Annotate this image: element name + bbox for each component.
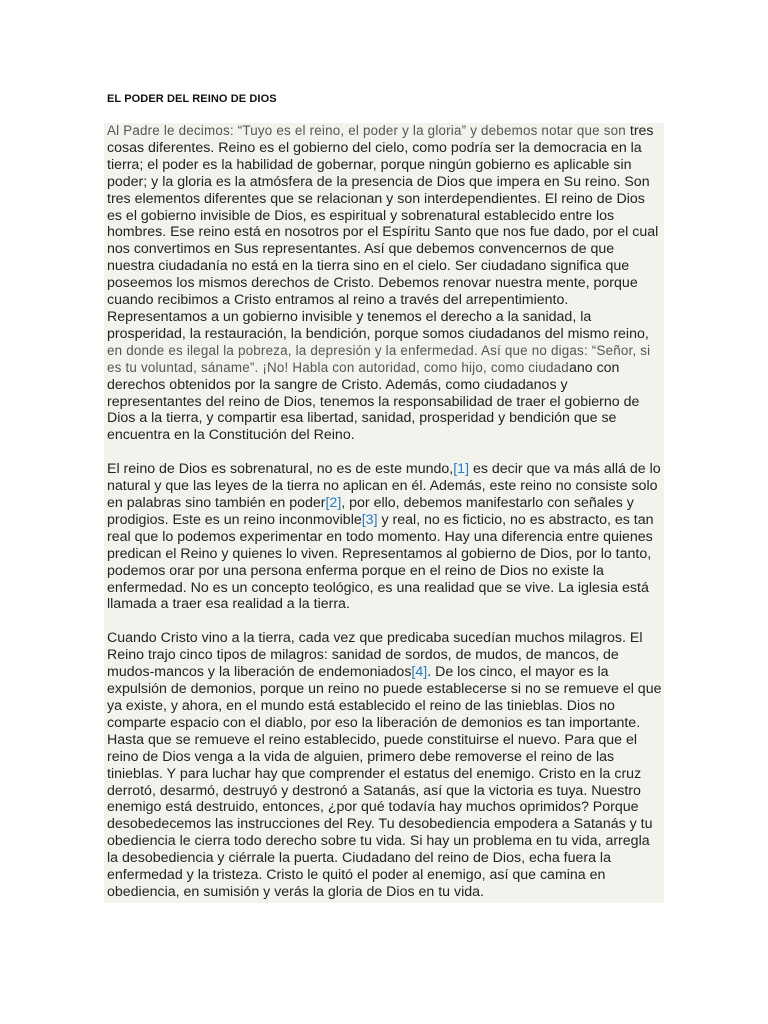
paragraph-1-end: ano con derechos obtenidos por la sangre de Cristo. Además, como ciudadanos y representantes del reino de Dios, tenemos la responsabilidad de traer el gobierno de Dios a la tierra, y compartir esa libertad, sanidad, prosperidad y bendición que se encuentra en la Constitución del Reino. [107, 359, 640, 444]
paragraph-3-text-1: Cuando Cristo vino a la tierra, cada vez que predicaba sucedían muchos milagros. El Reino trajo cinco tipos de milagros: sanidad de sordos, de mudos, de mancos, de mudos-mancos y la liberación de endemoniados [107, 630, 643, 681]
paragraph-1-light: en donde es ilegal la pobreza, la depresión y la enfermedad. Así que no digas: “Señor, si es tu voluntad, sáname”. ¡No! Habla con autoridad, como hijo, como ciudad [107, 342, 651, 375]
document-body [104, 123, 664, 903]
paragraph-2-text-4: y real, no es ficticio, no es abstracto, es tan real que lo podemos experimentar en todo momento. Hay una diferencia entre quienes predican el Reino y quienes lo viven. Representamos al gobierno de Dios, por lo tanto, podemos orar por una persona enferma porque en el reino de Dios no existe la enfermedad. No es un concepto teológico, es una realidad que se vive. La iglesia está llamada a traer esa realidad a la tierra. [107, 511, 654, 613]
paragraph-2-text-1: El reino de Dios es sobrenatural, no es de este mundo, [107, 461, 454, 478]
footnote-link-1[interactable]: [1] [453, 461, 470, 478]
paragraph-3 [107, 630, 662, 901]
footnote-link-2[interactable]: [2] [325, 495, 342, 512]
paragraph-3-text-2: . De los cinco, el mayor es la expulsión de demonios, porque un reino no puede establecerse si no se remueve el que ya existe, y ahora, en el mundo está establecido el reino de las tinieblas. Dios no comparte espacio con el diablo, por eso la liberación de demonios es tan importante. Hasta que se remueve el reino establecido, puede constituirse el nuevo. Para que el reino de Dios venga a la vida de alguien, primero debe removerse el reino de las tinieblas. Y para luchar hay que comprender el estatus del enemigo. Cristo en la cruz derrotó, desarmó, destruyó y destronó a Satanás, así que la victoria es tuya. Nuestro enemigo está destruido, entonces, ¿por qué todavía hay muchos oprimidos? Porque desobedecemos las instrucciones del Rey. Tu desobediencia empodera a Satanás y tu obediencia le cierra todo derecho sobre tu vida. Si hay un problema en tu vida, arregla la desobediencia y ciérrale la puerta. Ciudadano del reino de Dios, echa fuera la enfermedad y la tristeza. Cristo le quitó el poder al enemigo, así que camina en obediencia, en sumisión y verás la gloria de Dios en tu vida. [107, 664, 662, 900]
paragraph-1-intro: Al Padre le decimos: “Tuyo es el reino, el poder y la gloria” y debemos notar que son [107, 123, 626, 138]
document-title: EL PODER DEL REINO DE DIOS [107, 93, 277, 105]
paragraph-2-text-2: es decir que va más allá de lo natural y que las leyes de la tierra no aplican en él. Además, este reino no consiste solo en palabras sino también en poder [107, 461, 661, 512]
paragraph-1-main: tres cosas diferentes. Reino es el gobierno del cielo, como podría ser la democracia en la tierra; el poder es la habilidad de gobernar, porque ningún gobierno es aplicable sin poder; y la gloria es la atmósfera de la presencia de Dios que impera en Su reino. Son tres elementos diferentes que se relacionan y son interdependientes. El reino de Dios es el gobierno invisible de Dios, es espiritual y sobrenatural establecido entre los hombres. Ese reino está en nosotros por el Espíritu Santo que nos fue dado, por el cual nos convertimos en Sus representantes. Así que debemos convencernos de que nuestra ciudadanía no está en la tierra sino en el cielo. Ser ciudadano significa que poseemos los mismos derechos de Cristo. Debemos renovar nuestra mente, porque cuando recibimos a Cristo entramos al reino a través del arrepentimiento. Representamos a un gobierno invisible y tenemos el derecho a la sanidad, la prosperidad, la restauración, la bendición, porque somos ciudadanos del mismo reino, [107, 123, 659, 342]
paragraph-2-text-3: , por ello, debemos manifestarlo con señales y prodigios. Este es un reino inconmovible [107, 495, 634, 528]
paragraph-2 [107, 461, 662, 613]
footnote-link-4[interactable]: [4] [411, 664, 428, 681]
footnote-link-3[interactable]: [3] [361, 511, 378, 528]
paragraph-1 [107, 123, 662, 444]
